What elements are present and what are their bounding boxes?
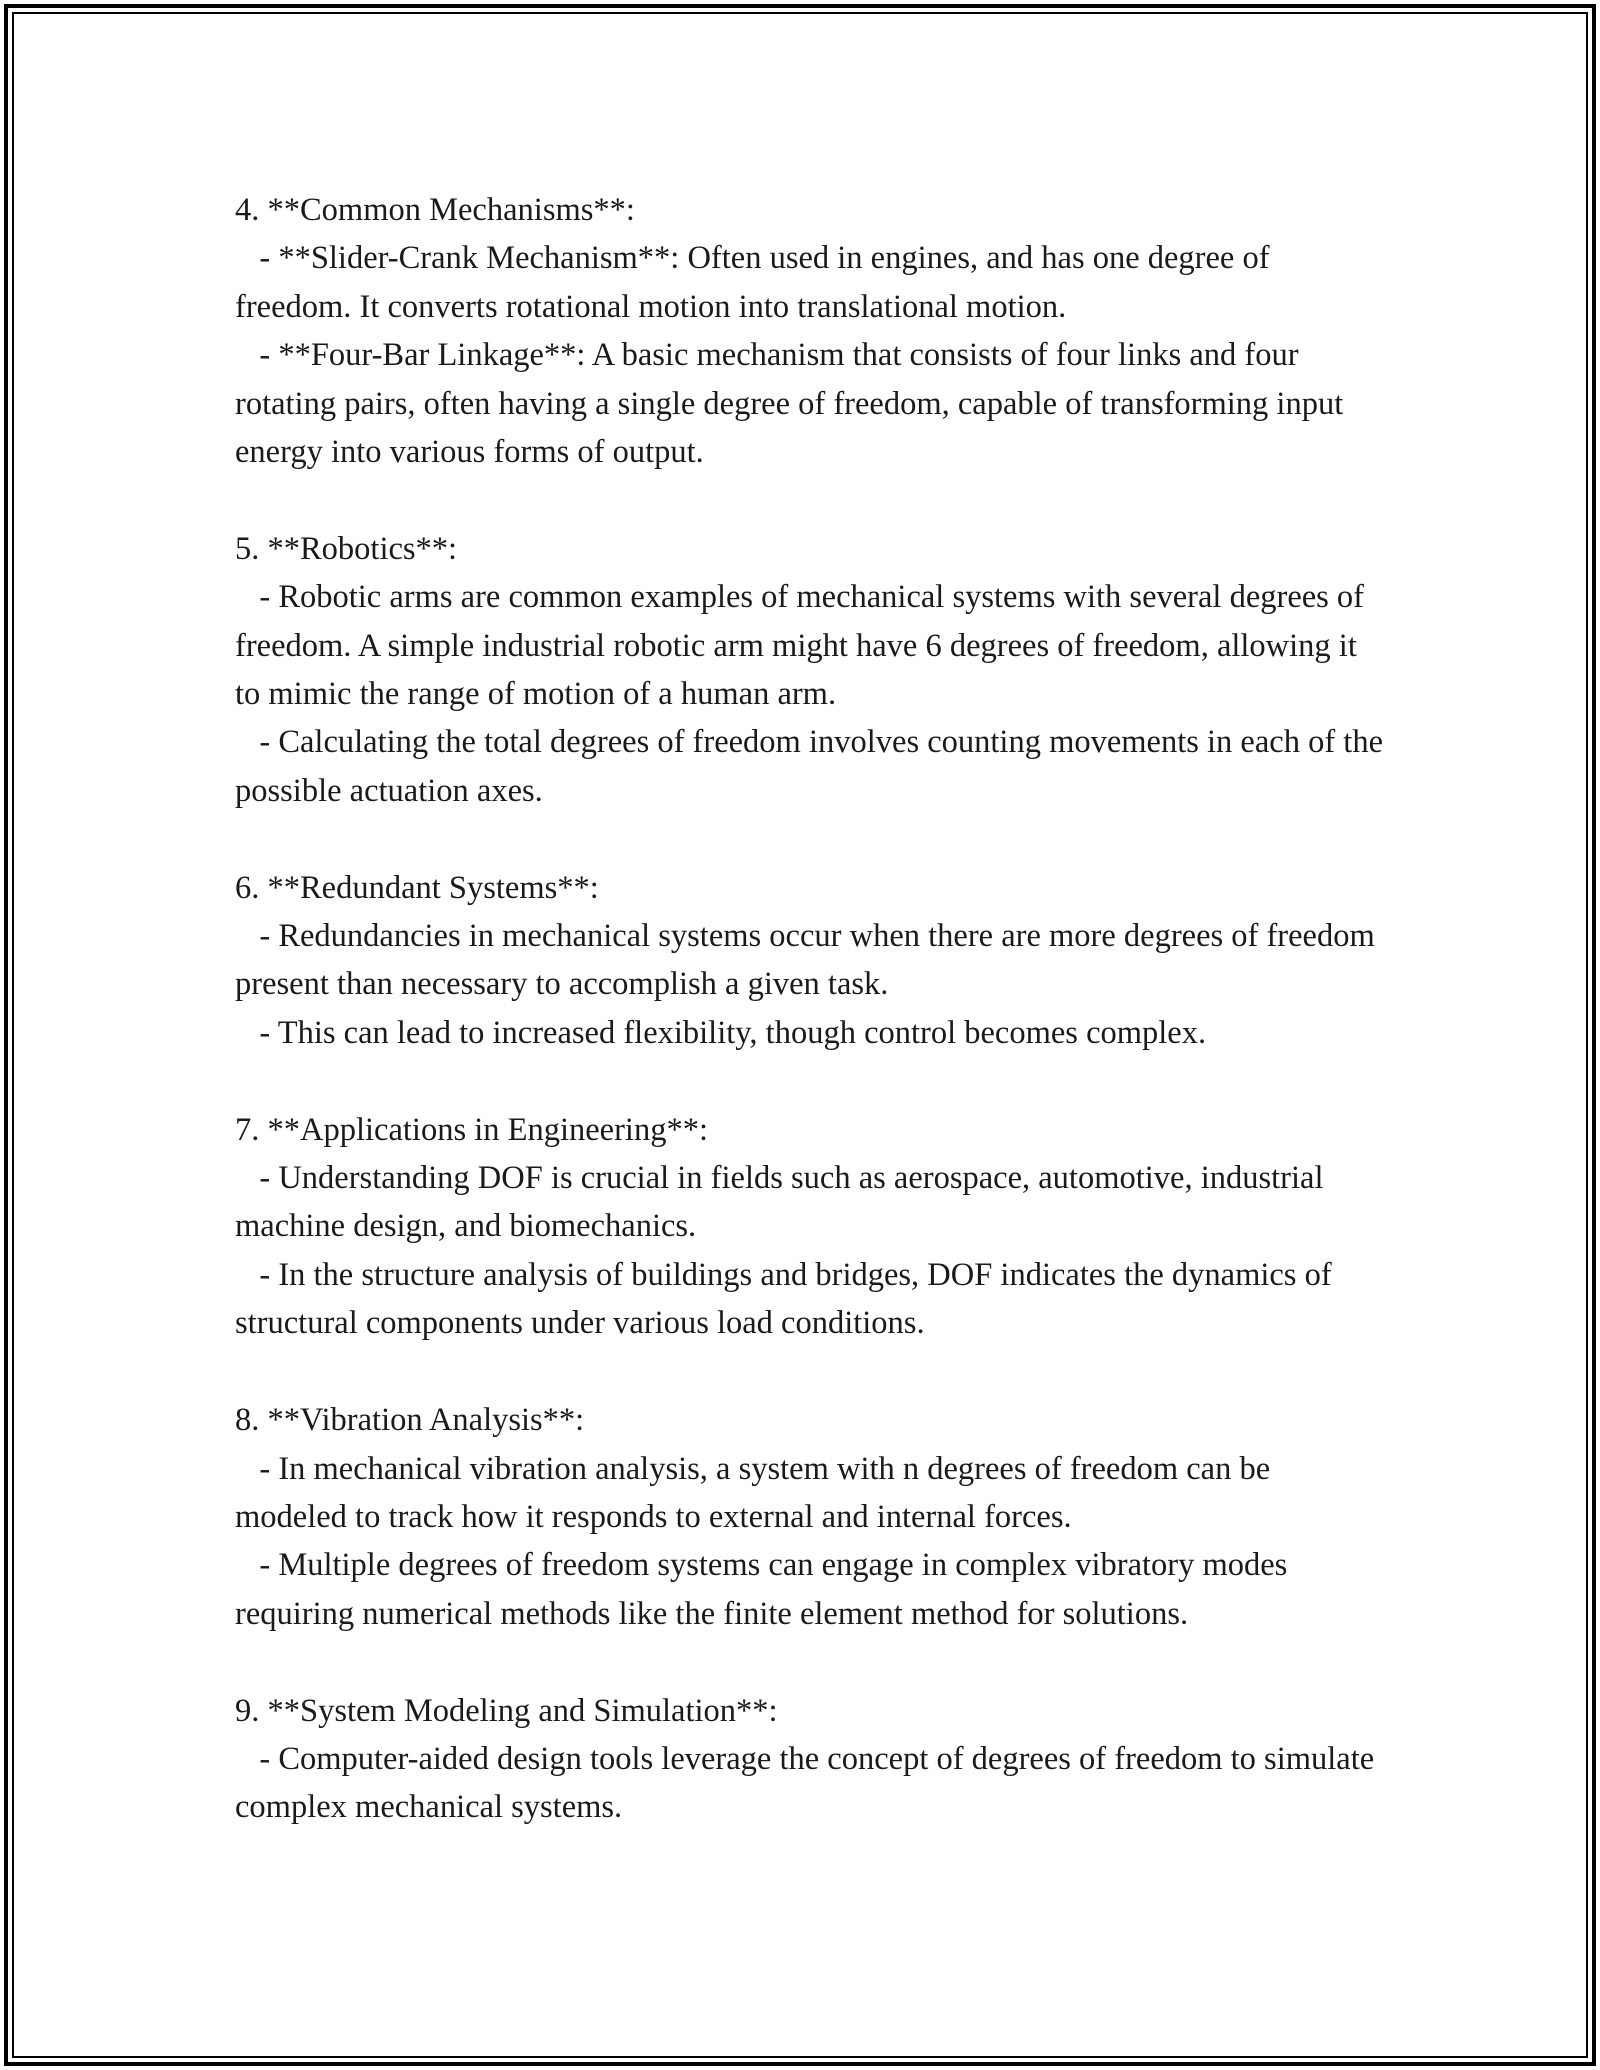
bullet-paragraph: - Redundancies in mechanical systems occur when there are more degrees of freedom present than necessary to accomplish a given task. (235, 918, 1375, 1003)
section-heading: 7. **Applications in Engineering**: (235, 1111, 708, 1148)
bullet-paragraph: - Robotic arms are common examples of mechanical systems with several degrees of freedom. A simple industrial robotic arm might have 6 degrees of freedom, allowing it to mimic the range of motion of a human arm. (235, 579, 1365, 713)
section-heading: 9. **System Modeling and Simulation**: (235, 1692, 778, 1729)
bullet-paragraph: - Computer-aided design tools leverage the concept of degrees of freedom to simulate complex mechanical systems. (235, 1740, 1375, 1826)
document-body (235, 186, 1385, 1880)
section-heading: 6. **Redundant Systems**: (235, 869, 599, 906)
bullet-paragraph: - Calculating the total degrees of freedom involves counting movements in each of the possible actuation axes. (235, 724, 1383, 809)
bullet-paragraph: - In the structure analysis of buildings and bridges, DOF indicates the dynamics of structural components under various load conditions. (235, 1256, 1332, 1342)
bullet-paragraph: - This can lead to increased flexibility, though control becomes complex. (235, 1014, 1207, 1051)
section-applications-in-engineering (235, 1106, 1385, 1348)
section-heading: 5. **Robotics**: (235, 530, 458, 567)
section-robotics (235, 525, 1385, 815)
section-heading: 8. **Vibration Analysis**: (235, 1402, 585, 1439)
section-common-mechanisms (235, 186, 1385, 476)
bullet-paragraph: - **Slider-Crank Mechanism**: Often used in engines, and has one degree of freedom. It converts rotational motion into translational motion. (235, 240, 1270, 325)
bullet-paragraph: - Multiple degrees of freedom systems can engage in complex vibratory modes requiring numerical methods like the finite element method for solutions. (235, 1547, 1288, 1632)
bullet-paragraph: - In mechanical vibration analysis, a system with n degrees of freedom can be modeled to track how it responds to external and internal forces. (235, 1450, 1271, 1535)
bullet-paragraph: - **Four-Bar Linkage**: A basic mechanism that consists of four links and four rotating pairs, often having a single degree of freedom, capable of transforming input energy into various forms of output. (235, 337, 1344, 471)
bullet-paragraph: - Understanding DOF is crucial in fields such as aerospace, automotive, industrial machine design, and biomechanics. (235, 1160, 1324, 1245)
section-system-modeling-and-simulation (235, 1687, 1385, 1832)
section-vibration-analysis (235, 1396, 1385, 1638)
section-redundant-systems (235, 864, 1385, 1058)
section-heading: 4. **Common Mechanisms**: (235, 192, 635, 228)
